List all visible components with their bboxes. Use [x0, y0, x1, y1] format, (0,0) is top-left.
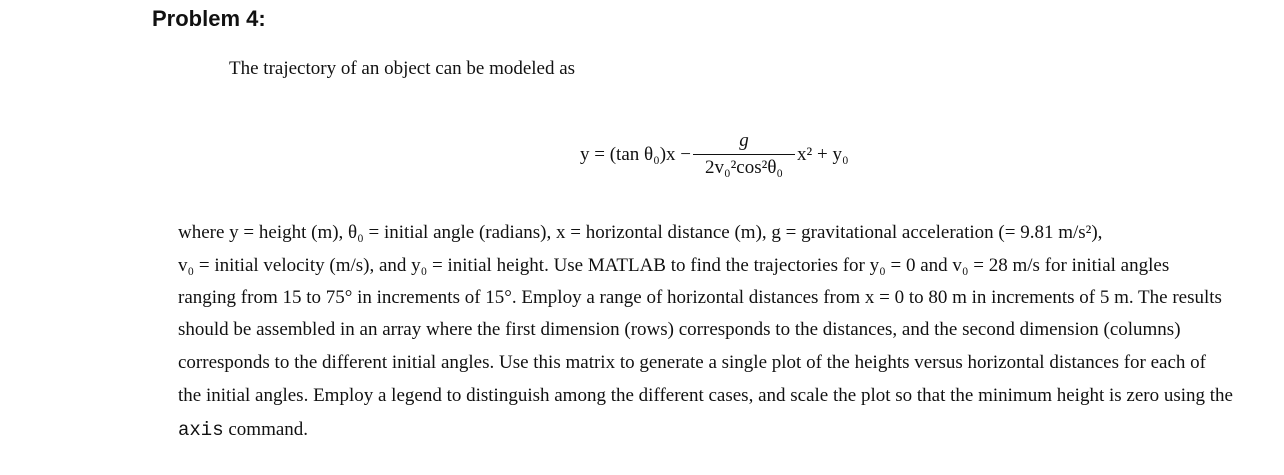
- paragraph-line: where y = height (m), θ₀ = initial angle (radians), x = horizontal distance (m), g = gravitational acceleration (= 9.81 m/s²),: [178, 222, 1103, 243]
- trajectory-equation: [580, 130, 849, 179]
- last-line-text: command.: [223, 419, 309, 440]
- paragraph-line: the initial angles. Employ a legend to distinguish among the different cases, and scale the plot so that the minimum height is zero using the: [178, 385, 1233, 406]
- equation-numerator: g: [693, 130, 795, 155]
- paragraph-line: ranging from 15 to 75° in increments of 15°. Employ a range of horizontal distances from x = 0 to 80 m in increments of 5 m. The results: [178, 287, 1222, 308]
- equation-denominator: 2v₀²cos²θ₀: [704, 157, 784, 178]
- intro-text: The trajectory of an object can be modeled as: [229, 58, 576, 79]
- equation-fraction: [693, 130, 795, 179]
- paragraph-line: should be assembled in an array where the first dimension (rows) corresponds to the distances, and the second dimension (columns): [178, 319, 1181, 340]
- paragraph-last-line: [178, 419, 308, 441]
- paragraph-line: v₀ = initial velocity (m/s), and y₀ = initial height. Use MATLAB to find the trajectories for y₀ = 0 and v₀ = 28 m/s for initial angles: [178, 255, 1170, 276]
- equation-lhs: y = (tan θ₀)x −: [580, 143, 692, 165]
- equation-rhs: x² + y₀: [797, 143, 849, 165]
- axis-code: axis: [178, 419, 224, 441]
- problem-heading: Problem 4:: [152, 6, 266, 31]
- paragraph-line: corresponds to the different initial angles. Use this matrix to generate a single plot of the heights versus horizontal distances for each of: [178, 352, 1206, 373]
